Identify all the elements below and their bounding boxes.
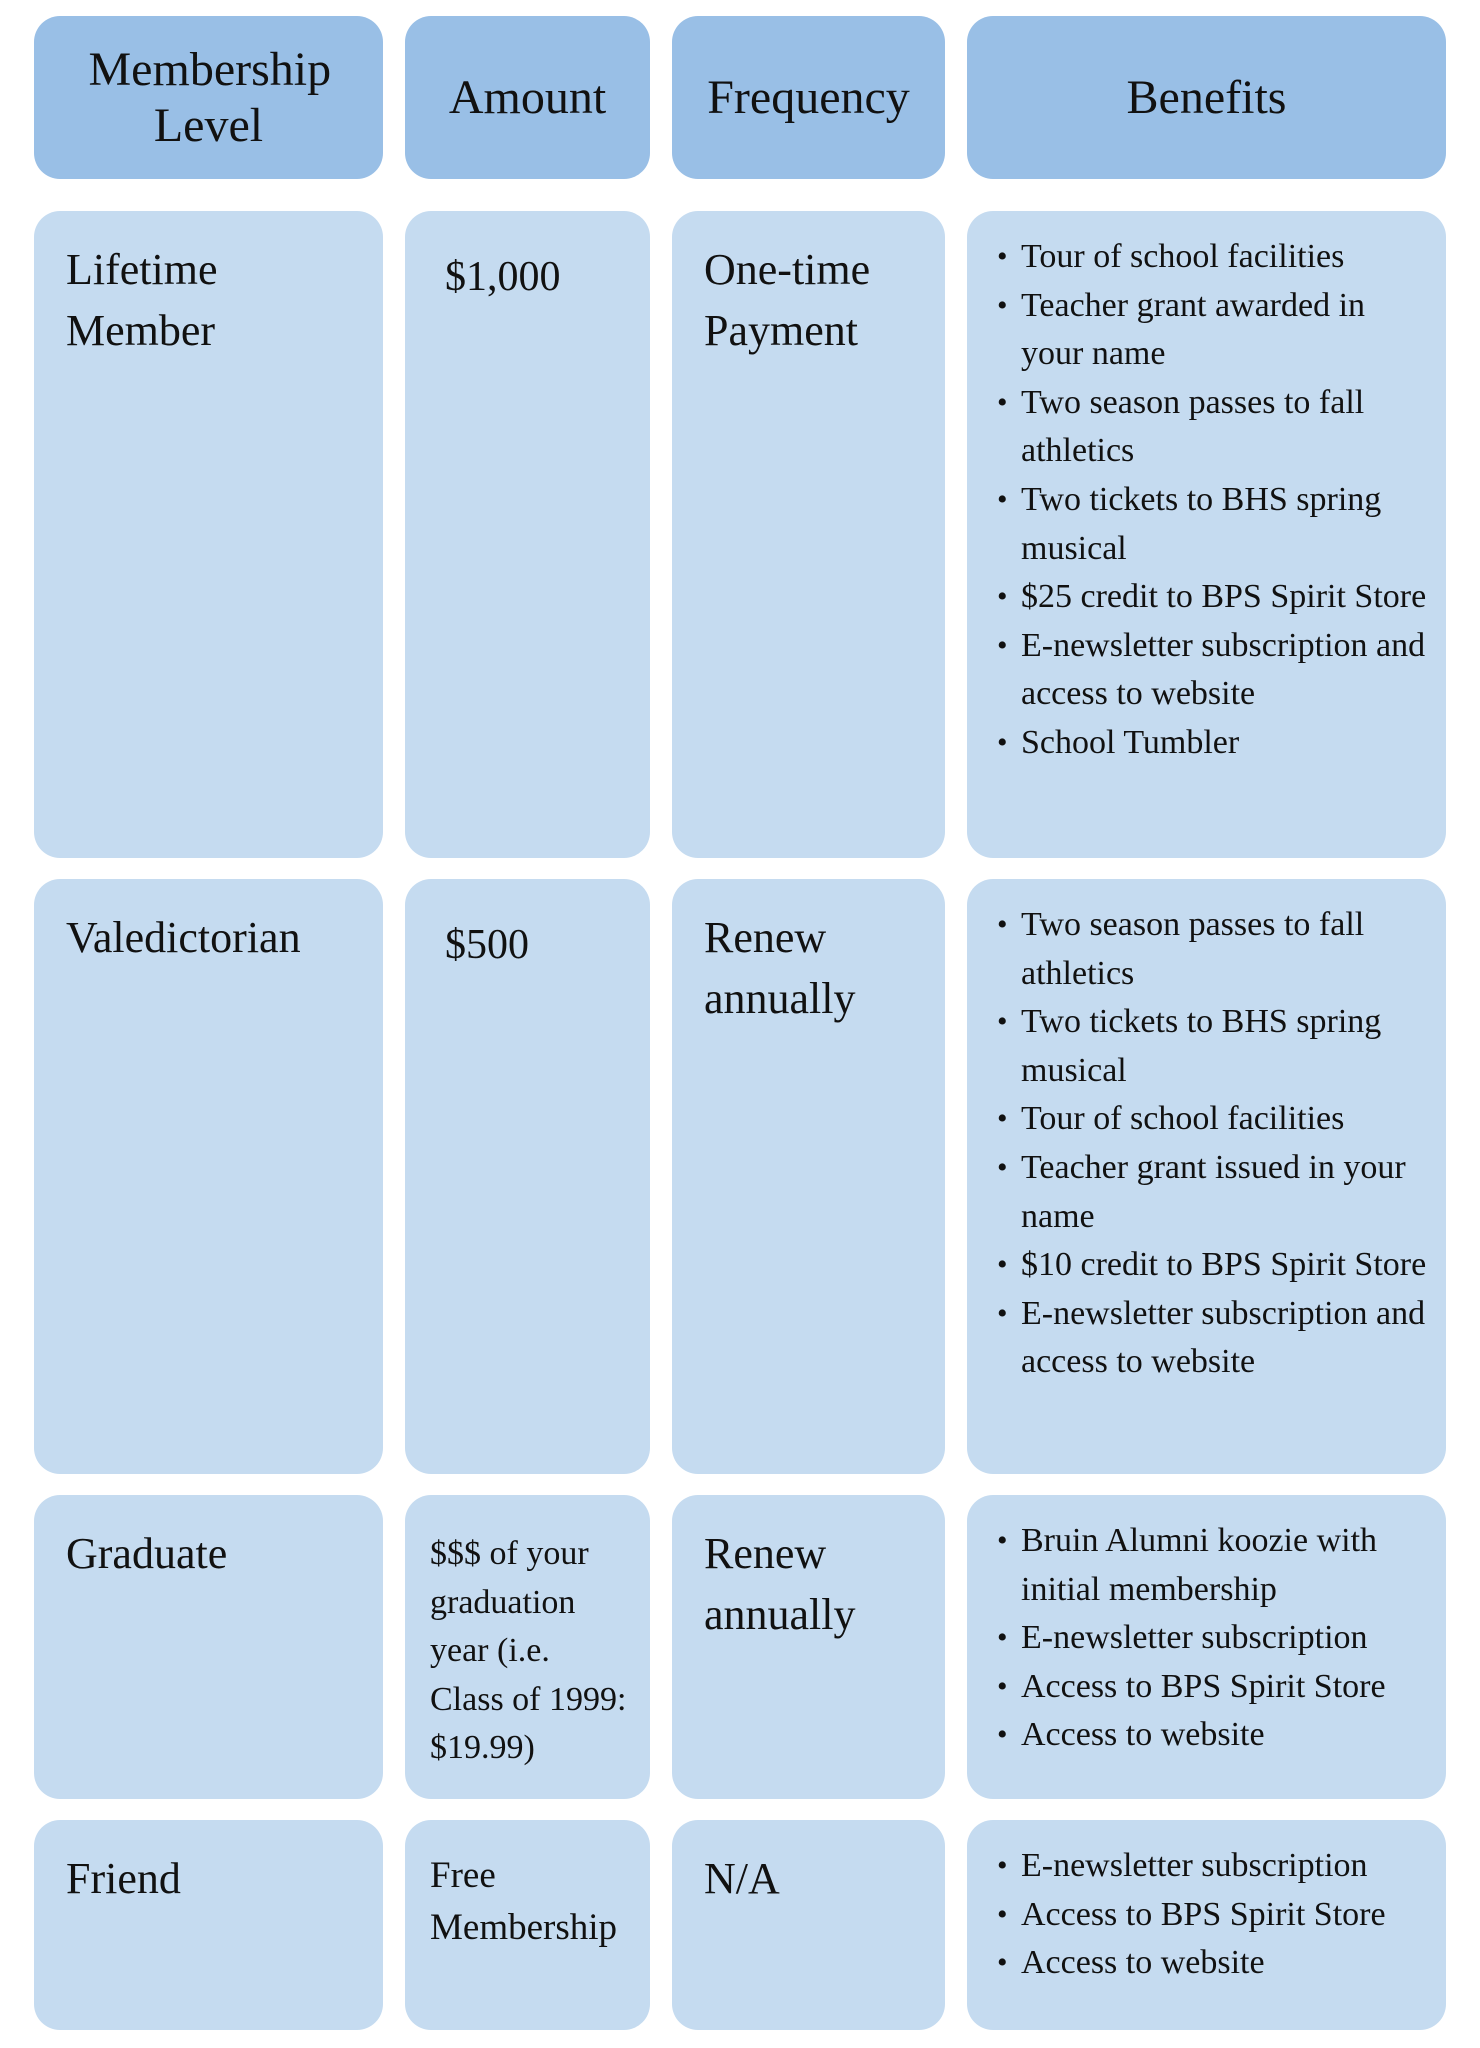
row-graduate-benefits <box>967 1495 1446 1799</box>
frequency-text: N/A <box>704 1854 780 1903</box>
benefit-item: • E-newsletter subscription <box>997 1614 1428 1663</box>
row-graduate-amount <box>405 1495 650 1799</box>
level-text: Friend <box>66 1854 181 1903</box>
benefits-list <box>997 233 1428 768</box>
frequency-text: Renew annually <box>704 913 856 1023</box>
benefit-item: • $25 credit to BPS Spirit Store <box>997 573 1428 622</box>
header-frequency-label: Frequency <box>707 70 910 124</box>
benefit-item: • Two tickets to BHS spring musical <box>997 998 1428 1095</box>
benefit-item: • School Tumbler <box>997 719 1428 768</box>
level-text: Valedictorian <box>66 913 301 962</box>
header-benefits <box>967 16 1446 179</box>
frequency-text: Renew annually <box>704 1529 856 1639</box>
row-friend-frequency <box>672 1820 945 2030</box>
benefit-item: • Two season passes to fall athletics <box>997 379 1428 476</box>
frequency-text: One-time Payment <box>704 245 871 355</box>
amount-text: $500 <box>445 922 529 968</box>
benefit-item: • Tour of school facilities <box>997 1095 1428 1144</box>
amount-text: $$$ of your graduation year (i.e. Class of 1999: $19.99) <box>430 1535 627 1766</box>
row-valedictorian-benefits <box>967 879 1446 1474</box>
row-graduate-level <box>34 1495 383 1799</box>
benefit-item: • Two season passes to fall athletics <box>997 901 1428 998</box>
benefit-item: • Access to BPS Spirit Store <box>997 1891 1428 1940</box>
benefit-item: • $10 credit to BPS Spirit Store <box>997 1241 1428 1290</box>
benefit-item: • Two tickets to BHS spring musical <box>997 476 1428 573</box>
amount-text: Free Membership <box>430 1855 618 1948</box>
benefits-list <box>997 1842 1428 1988</box>
row-valedictorian-level <box>34 879 383 1474</box>
row-friend-amount <box>405 1820 650 2030</box>
row-lifetime-level <box>34 211 383 858</box>
row-lifetime-benefits <box>967 211 1446 858</box>
benefit-item: • Teacher grant awarded in your name <box>997 282 1428 379</box>
row-valedictorian-frequency <box>672 879 945 1474</box>
benefits-list <box>997 1517 1428 1760</box>
header-membership-level <box>34 16 383 179</box>
benefit-item: • Bruin Alumni koozie with initial membership <box>997 1517 1428 1614</box>
row-valedictorian-amount <box>405 879 650 1474</box>
benefit-item: • E-newsletter subscription and access to website <box>997 1290 1428 1387</box>
row-lifetime-amount <box>405 211 650 858</box>
benefit-item: • Access to website <box>997 1711 1428 1760</box>
header-frequency <box>672 16 945 179</box>
row-lifetime-frequency <box>672 211 945 858</box>
benefits-list <box>997 901 1428 1387</box>
amount-text: $1,000 <box>445 254 561 300</box>
row-friend-benefits <box>967 1820 1446 2030</box>
level-text: Lifetime Member <box>66 245 218 355</box>
row-graduate-frequency <box>672 1495 945 1799</box>
header-benefits-label: Benefits <box>1126 70 1287 124</box>
benefit-item: • E-newsletter subscription <box>997 1842 1428 1891</box>
header-amount-label: Amount <box>448 70 607 124</box>
benefit-item: • E-newsletter subscription and access to website <box>997 622 1428 719</box>
benefit-item: • Access to website <box>997 1939 1428 1988</box>
benefit-item: • Access to BPS Spirit Store <box>997 1663 1428 1712</box>
benefit-item: • Tour of school facilities <box>997 233 1428 282</box>
row-friend-level <box>34 1820 383 2030</box>
level-text: Graduate <box>66 1529 228 1578</box>
header-amount <box>405 16 650 179</box>
benefit-item: • Teacher grant issued in your name <box>997 1144 1428 1241</box>
header-membership-level-label: Membership Level <box>88 42 332 152</box>
